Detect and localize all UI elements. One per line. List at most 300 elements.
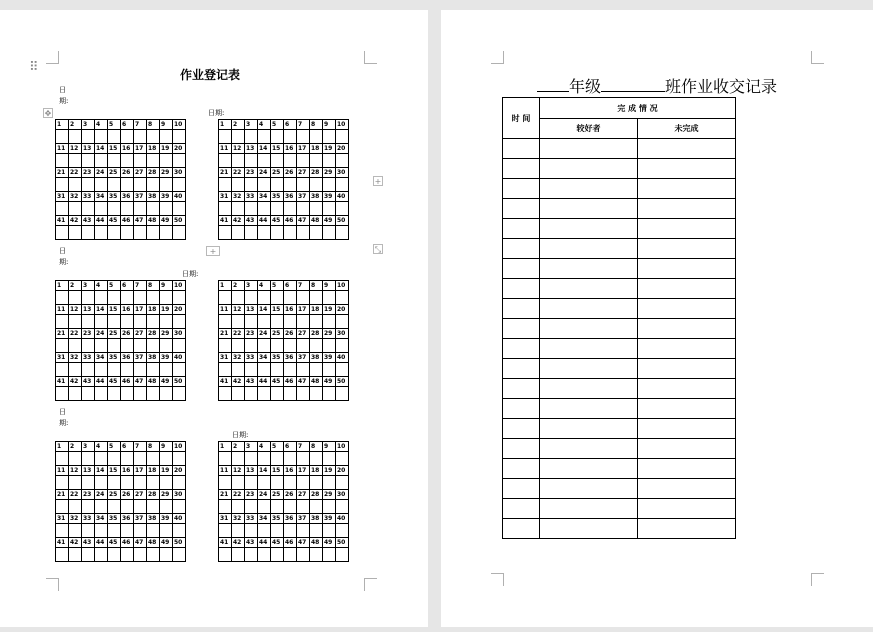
grid-blank-cell[interactable] <box>219 363 232 377</box>
grid-blank-cell[interactable] <box>232 452 245 466</box>
grid-number-cell[interactable]: 16 <box>284 305 297 315</box>
grid-number-cell[interactable]: 6 <box>121 120 134 130</box>
grid-blank-cell[interactable] <box>82 202 95 216</box>
grid-blank-cell[interactable] <box>219 178 232 192</box>
grid-number-cell[interactable]: 8 <box>147 120 160 130</box>
grid-number-cell[interactable]: 16 <box>121 305 134 315</box>
class-blank[interactable] <box>601 75 665 92</box>
grid-blank-cell[interactable] <box>336 291 349 305</box>
grid-number-cell[interactable]: 17 <box>134 144 147 154</box>
grid-number-cell[interactable]: 23 <box>82 329 95 339</box>
record-cell[interactable] <box>503 219 540 239</box>
grid-number-cell[interactable]: 7 <box>297 442 310 452</box>
grid-blank-cell[interactable] <box>336 202 349 216</box>
grid-number-cell[interactable]: 41 <box>56 377 69 387</box>
grid-blank-cell[interactable] <box>310 130 323 144</box>
grid-blank-cell[interactable] <box>271 452 284 466</box>
grid-number-cell[interactable]: 41 <box>219 377 232 387</box>
grid-blank-cell[interactable] <box>271 500 284 514</box>
grid-blank-cell[interactable] <box>219 154 232 168</box>
grid-number-cell[interactable]: 17 <box>297 466 310 476</box>
grid-blank-cell[interactable] <box>134 548 147 562</box>
grid-number-cell[interactable]: 37 <box>134 353 147 363</box>
grid-number-cell[interactable]: 22 <box>69 168 82 178</box>
grid-blank-cell[interactable] <box>271 202 284 216</box>
grid-number-cell[interactable]: 11 <box>56 466 69 476</box>
grid-blank-cell[interactable] <box>56 524 69 538</box>
grid-blank-cell[interactable] <box>147 524 160 538</box>
record-cell[interactable] <box>638 359 736 379</box>
grid-number-cell[interactable]: 23 <box>82 490 95 500</box>
grid-number-cell[interactable]: 6 <box>284 281 297 291</box>
grid-blank-cell[interactable] <box>95 178 108 192</box>
grid-number-cell[interactable]: 3 <box>82 281 95 291</box>
record-cell[interactable] <box>638 399 736 419</box>
grid-blank-cell[interactable] <box>173 154 186 168</box>
grid-number-cell[interactable]: 21 <box>56 168 69 178</box>
grid-blank-cell[interactable] <box>245 548 258 562</box>
grid-blank-cell[interactable] <box>297 363 310 377</box>
grid-number-cell[interactable]: 8 <box>147 442 160 452</box>
grid-blank-cell[interactable] <box>271 130 284 144</box>
grid-number-cell[interactable]: 30 <box>173 490 186 500</box>
grid-blank-cell[interactable] <box>82 524 95 538</box>
record-cell[interactable] <box>540 279 638 299</box>
grid-number-cell[interactable]: 29 <box>323 329 336 339</box>
grid-number-cell[interactable]: 18 <box>147 144 160 154</box>
grid-blank-cell[interactable] <box>173 387 186 401</box>
grid-number-cell[interactable]: 2 <box>232 281 245 291</box>
grid-blank-cell[interactable] <box>173 178 186 192</box>
grid-blank-cell[interactable] <box>160 339 173 353</box>
grid-number-cell[interactable]: 46 <box>121 377 134 387</box>
grid-number-cell[interactable]: 2 <box>69 120 82 130</box>
grid-number-cell[interactable]: 20 <box>336 305 349 315</box>
grid-number-cell[interactable]: 29 <box>323 168 336 178</box>
record-cell[interactable] <box>503 199 540 219</box>
grid-number-cell[interactable]: 34 <box>258 514 271 524</box>
grid-number-cell[interactable]: 49 <box>160 538 173 548</box>
grid-number-cell[interactable]: 11 <box>219 466 232 476</box>
grid-number-cell[interactable]: 5 <box>108 442 121 452</box>
grid-blank-cell[interactable] <box>108 178 121 192</box>
grid-blank-cell[interactable] <box>258 524 271 538</box>
grid-blank-cell[interactable] <box>160 452 173 466</box>
grid-number-cell[interactable]: 30 <box>173 329 186 339</box>
grid-blank-cell[interactable] <box>95 202 108 216</box>
grid-number-cell[interactable]: 26 <box>121 168 134 178</box>
grid-number-cell[interactable]: 44 <box>258 377 271 387</box>
grid-blank-cell[interactable] <box>323 363 336 377</box>
grid-blank-cell[interactable] <box>121 452 134 466</box>
grid-blank-cell[interactable] <box>258 476 271 490</box>
grid-blank-cell[interactable] <box>95 291 108 305</box>
grid-number-cell[interactable]: 15 <box>271 144 284 154</box>
grid-number-cell[interactable]: 12 <box>232 144 245 154</box>
grid-number-cell[interactable]: 4 <box>258 442 271 452</box>
record-cell[interactable] <box>638 259 736 279</box>
grid-number-cell[interactable]: 28 <box>147 168 160 178</box>
grid-number-cell[interactable]: 19 <box>160 305 173 315</box>
grid-number-cell[interactable]: 37 <box>297 192 310 202</box>
grid-number-cell[interactable]: 5 <box>271 120 284 130</box>
grid-blank-cell[interactable] <box>219 315 232 329</box>
grid-blank-cell[interactable] <box>160 548 173 562</box>
grid-blank-cell[interactable] <box>95 387 108 401</box>
grid-number-cell[interactable]: 4 <box>258 281 271 291</box>
grid-number-cell[interactable]: 37 <box>297 514 310 524</box>
grid-blank-cell[interactable] <box>219 476 232 490</box>
grid-blank-cell[interactable] <box>69 476 82 490</box>
record-cell[interactable] <box>540 239 638 259</box>
grid-blank-cell[interactable] <box>245 291 258 305</box>
grid-number-cell[interactable]: 36 <box>284 353 297 363</box>
grid-number-cell[interactable]: 50 <box>173 216 186 226</box>
grid-number-cell[interactable]: 41 <box>219 538 232 548</box>
grid-blank-cell[interactable] <box>173 202 186 216</box>
grid-blank-cell[interactable] <box>108 476 121 490</box>
grid-blank-cell[interactable] <box>310 476 323 490</box>
grid-blank-cell[interactable] <box>232 130 245 144</box>
grid-number-cell[interactable]: 20 <box>173 305 186 315</box>
grid-blank-cell[interactable] <box>95 226 108 240</box>
grid-blank-cell[interactable] <box>219 291 232 305</box>
grid-blank-cell[interactable] <box>310 524 323 538</box>
grid-number-cell[interactable]: 12 <box>232 466 245 476</box>
grid-blank-cell[interactable] <box>310 202 323 216</box>
record-cell[interactable] <box>638 179 736 199</box>
grid-number-cell[interactable]: 50 <box>336 216 349 226</box>
grid-blank-cell[interactable] <box>173 315 186 329</box>
grid-number-cell[interactable]: 11 <box>56 305 69 315</box>
grid-blank-cell[interactable] <box>336 178 349 192</box>
grid-number-cell[interactable]: 33 <box>245 514 258 524</box>
grid-number-cell[interactable]: 21 <box>56 490 69 500</box>
grid-number-cell[interactable]: 43 <box>245 377 258 387</box>
grid-number-cell[interactable]: 5 <box>271 281 284 291</box>
grid-blank-cell[interactable] <box>245 500 258 514</box>
grid-number-cell[interactable]: 40 <box>173 353 186 363</box>
grid-blank-cell[interactable] <box>297 548 310 562</box>
grid-number-cell[interactable]: 19 <box>160 144 173 154</box>
grid-number-cell[interactable]: 46 <box>121 538 134 548</box>
grid-number-cell[interactable]: 35 <box>271 192 284 202</box>
record-cell[interactable] <box>540 519 638 539</box>
grid-number-cell[interactable]: 15 <box>271 466 284 476</box>
grid-blank-cell[interactable] <box>147 154 160 168</box>
grid-blank-cell[interactable] <box>147 548 160 562</box>
grid-blank-cell[interactable] <box>95 363 108 377</box>
grid-blank-cell[interactable] <box>271 363 284 377</box>
grid-number-cell[interactable]: 22 <box>232 168 245 178</box>
grid-blank-cell[interactable] <box>323 178 336 192</box>
grid-number-cell[interactable]: 3 <box>245 442 258 452</box>
grid-blank-cell[interactable] <box>258 315 271 329</box>
grid-number-cell[interactable]: 13 <box>245 305 258 315</box>
grid-blank-cell[interactable] <box>69 202 82 216</box>
grid-number-cell[interactable]: 17 <box>297 144 310 154</box>
grid-blank-cell[interactable] <box>121 291 134 305</box>
grid-number-cell[interactable]: 25 <box>108 490 121 500</box>
grid-blank-cell[interactable] <box>323 500 336 514</box>
grid-number-cell[interactable]: 8 <box>310 120 323 130</box>
grid-blank-cell[interactable] <box>271 315 284 329</box>
grid-number-cell[interactable]: 3 <box>82 442 95 452</box>
grid-number-cell[interactable]: 27 <box>134 490 147 500</box>
grid-number-cell[interactable]: 3 <box>245 120 258 130</box>
grid-number-cell[interactable]: 32 <box>69 514 82 524</box>
grid-number-cell[interactable]: 19 <box>323 466 336 476</box>
grid-number-cell[interactable]: 40 <box>173 192 186 202</box>
grid-blank-cell[interactable] <box>336 524 349 538</box>
record-cell[interactable] <box>540 179 638 199</box>
grid-blank-cell[interactable] <box>310 154 323 168</box>
grid-number-cell[interactable]: 28 <box>310 329 323 339</box>
record-cell[interactable] <box>503 339 540 359</box>
record-cell[interactable] <box>503 499 540 519</box>
grid-blank-cell[interactable] <box>121 524 134 538</box>
grid-number-cell[interactable]: 3 <box>245 281 258 291</box>
grid-blank-cell[interactable] <box>134 524 147 538</box>
grid-blank-cell[interactable] <box>232 226 245 240</box>
grid-number-cell[interactable]: 25 <box>271 329 284 339</box>
record-cell[interactable] <box>540 399 638 419</box>
grid-number-cell[interactable]: 24 <box>95 490 108 500</box>
grid-number-cell[interactable]: 46 <box>284 538 297 548</box>
grid-blank-cell[interactable] <box>82 500 95 514</box>
grid-blank-cell[interactable] <box>245 178 258 192</box>
grid-blank-cell[interactable] <box>134 130 147 144</box>
grid-blank-cell[interactable] <box>95 315 108 329</box>
grid-number-cell[interactable]: 26 <box>284 490 297 500</box>
grid-number-cell[interactable]: 10 <box>336 442 349 452</box>
record-cell[interactable] <box>638 139 736 159</box>
grid-number-cell[interactable]: 7 <box>297 120 310 130</box>
grid-blank-cell[interactable] <box>297 315 310 329</box>
grid-number-cell[interactable]: 28 <box>147 329 160 339</box>
grid-blank-cell[interactable] <box>232 387 245 401</box>
grid-blank-cell[interactable] <box>108 339 121 353</box>
grid-number-cell[interactable]: 38 <box>147 192 160 202</box>
grid-number-cell[interactable]: 24 <box>258 490 271 500</box>
record-cell[interactable] <box>638 499 736 519</box>
grid-blank-cell[interactable] <box>160 291 173 305</box>
grid-number-cell[interactable]: 36 <box>284 514 297 524</box>
record-cell[interactable] <box>638 379 736 399</box>
grid-number-cell[interactable]: 28 <box>147 490 160 500</box>
grid-blank-cell[interactable] <box>147 339 160 353</box>
record-cell[interactable] <box>540 359 638 379</box>
grid-number-cell[interactable]: 47 <box>297 216 310 226</box>
grid-number-cell[interactable]: 16 <box>284 144 297 154</box>
grid-blank-cell[interactable] <box>284 524 297 538</box>
grid-blank-cell[interactable] <box>147 476 160 490</box>
grid-blank-cell[interactable] <box>323 339 336 353</box>
grid-blank-cell[interactable] <box>56 500 69 514</box>
grid-number-cell[interactable]: 44 <box>95 538 108 548</box>
grid-blank-cell[interactable] <box>232 548 245 562</box>
record-cell[interactable] <box>503 459 540 479</box>
grid-blank-cell[interactable] <box>134 315 147 329</box>
record-cell[interactable] <box>503 419 540 439</box>
grid-number-cell[interactable]: 17 <box>134 305 147 315</box>
grid-number-cell[interactable]: 22 <box>232 490 245 500</box>
grid-blank-cell[interactable] <box>284 202 297 216</box>
grid-number-cell[interactable]: 26 <box>284 329 297 339</box>
grid-number-cell[interactable]: 33 <box>82 514 95 524</box>
grid-number-cell[interactable]: 47 <box>134 216 147 226</box>
grid-blank-cell[interactable] <box>147 178 160 192</box>
grid-number-cell[interactable]: 36 <box>121 192 134 202</box>
grid-blank-cell[interactable] <box>56 548 69 562</box>
grid-number-cell[interactable]: 38 <box>310 192 323 202</box>
grid-number-cell[interactable]: 21 <box>219 168 232 178</box>
grid-blank-cell[interactable] <box>108 226 121 240</box>
grid-number-cell[interactable]: 2 <box>69 442 82 452</box>
record-cell[interactable] <box>638 299 736 319</box>
drag-dots-icon[interactable]: ⠿ <box>29 60 40 75</box>
grid-blank-cell[interactable] <box>336 226 349 240</box>
grid-blank-cell[interactable] <box>258 226 271 240</box>
grid-number-cell[interactable]: 15 <box>271 305 284 315</box>
grid-number-cell[interactable]: 32 <box>69 192 82 202</box>
grid-number-cell[interactable]: 25 <box>271 490 284 500</box>
grid-blank-cell[interactable] <box>232 363 245 377</box>
grid-blank-cell[interactable] <box>258 154 271 168</box>
grid-number-cell[interactable]: 14 <box>258 305 271 315</box>
grid-blank-cell[interactable] <box>160 315 173 329</box>
grid-blank-cell[interactable] <box>173 452 186 466</box>
record-cell[interactable] <box>638 159 736 179</box>
grid-blank-cell[interactable] <box>56 202 69 216</box>
grid-blank-cell[interactable] <box>121 178 134 192</box>
grid-number-cell[interactable]: 26 <box>121 329 134 339</box>
grid-number-cell[interactable]: 1 <box>219 281 232 291</box>
grid-number-cell[interactable]: 37 <box>134 192 147 202</box>
record-cell[interactable] <box>540 219 638 239</box>
grade-blank[interactable] <box>537 75 569 92</box>
grid-blank-cell[interactable] <box>336 452 349 466</box>
grid-blank-cell[interactable] <box>297 524 310 538</box>
grid-blank-cell[interactable] <box>121 202 134 216</box>
grid-number-cell[interactable]: 33 <box>82 192 95 202</box>
grid-number-cell[interactable]: 33 <box>245 192 258 202</box>
grid-number-cell[interactable]: 12 <box>69 305 82 315</box>
grid-blank-cell[interactable] <box>108 548 121 562</box>
plus-icon[interactable]: + <box>206 246 220 256</box>
grid-number-cell[interactable]: 34 <box>95 353 108 363</box>
grid-blank-cell[interactable] <box>245 339 258 353</box>
grid-blank-cell[interactable] <box>95 339 108 353</box>
grid-blank-cell[interactable] <box>108 130 121 144</box>
record-cell[interactable] <box>503 159 540 179</box>
record-cell[interactable] <box>540 159 638 179</box>
grid-blank-cell[interactable] <box>297 500 310 514</box>
grid-blank-cell[interactable] <box>232 291 245 305</box>
grid-number-cell[interactable]: 45 <box>271 216 284 226</box>
record-cell[interactable] <box>503 179 540 199</box>
grid-blank-cell[interactable] <box>245 476 258 490</box>
grid-blank-cell[interactable] <box>323 524 336 538</box>
grid-number-cell[interactable]: 48 <box>310 377 323 387</box>
grid-number-cell[interactable]: 1 <box>219 442 232 452</box>
grid-number-cell[interactable]: 9 <box>323 442 336 452</box>
grid-number-cell[interactable]: 31 <box>219 353 232 363</box>
grid-blank-cell[interactable] <box>82 315 95 329</box>
grid-number-cell[interactable]: 7 <box>134 442 147 452</box>
grid-number-cell[interactable]: 28 <box>310 168 323 178</box>
grid-blank-cell[interactable] <box>95 500 108 514</box>
record-cell[interactable] <box>540 379 638 399</box>
record-cell[interactable] <box>503 239 540 259</box>
grid-blank-cell[interactable] <box>297 476 310 490</box>
grid-blank-cell[interactable] <box>173 476 186 490</box>
grid-blank-cell[interactable] <box>245 202 258 216</box>
record-cell[interactable] <box>638 459 736 479</box>
record-cell[interactable] <box>540 139 638 159</box>
record-cell[interactable] <box>503 479 540 499</box>
grid-number-cell[interactable]: 27 <box>297 490 310 500</box>
grid-number-cell[interactable]: 23 <box>245 168 258 178</box>
grid-number-cell[interactable]: 24 <box>258 329 271 339</box>
grid-blank-cell[interactable] <box>69 363 82 377</box>
grid-blank-cell[interactable] <box>323 548 336 562</box>
grid-number-cell[interactable]: 31 <box>56 192 69 202</box>
grid-number-cell[interactable]: 38 <box>310 353 323 363</box>
grid-blank-cell[interactable] <box>134 452 147 466</box>
grid-number-cell[interactable]: 22 <box>232 329 245 339</box>
grid-number-cell[interactable]: 14 <box>258 144 271 154</box>
grid-blank-cell[interactable] <box>82 154 95 168</box>
grid-number-cell[interactable]: 31 <box>219 514 232 524</box>
grid-blank-cell[interactable] <box>134 178 147 192</box>
grid-blank-cell[interactable] <box>219 226 232 240</box>
grid-blank-cell[interactable] <box>56 452 69 466</box>
grid-blank-cell[interactable] <box>219 202 232 216</box>
grid-number-cell[interactable]: 24 <box>95 168 108 178</box>
grid-number-cell[interactable]: 12 <box>69 144 82 154</box>
grid-number-cell[interactable]: 41 <box>56 216 69 226</box>
grid-blank-cell[interactable] <box>271 226 284 240</box>
grid-number-cell[interactable]: 49 <box>160 216 173 226</box>
grid-blank-cell[interactable] <box>82 363 95 377</box>
grid-number-cell[interactable]: 34 <box>258 192 271 202</box>
grid-number-cell[interactable]: 13 <box>245 144 258 154</box>
grid-number-cell[interactable]: 12 <box>69 466 82 476</box>
grid-number-cell[interactable]: 42 <box>232 216 245 226</box>
grid-number-cell[interactable]: 29 <box>160 168 173 178</box>
grid-number-cell[interactable]: 43 <box>245 216 258 226</box>
record-cell[interactable] <box>503 319 540 339</box>
grid-blank-cell[interactable] <box>219 130 232 144</box>
grid-blank-cell[interactable] <box>56 291 69 305</box>
grid-number-cell[interactable]: 31 <box>219 192 232 202</box>
record-cell[interactable] <box>638 239 736 259</box>
record-cell[interactable] <box>503 379 540 399</box>
grid-blank-cell[interactable] <box>108 291 121 305</box>
record-cell[interactable] <box>540 199 638 219</box>
grid-blank-cell[interactable] <box>95 130 108 144</box>
grid-blank-cell[interactable] <box>160 226 173 240</box>
grid-blank-cell[interactable] <box>69 500 82 514</box>
record-cell[interactable] <box>540 259 638 279</box>
grid-blank-cell[interactable] <box>69 339 82 353</box>
resize-icon[interactable]: ⤡ <box>374 245 382 254</box>
grid-number-cell[interactable]: 20 <box>336 466 349 476</box>
grid-blank-cell[interactable] <box>310 363 323 377</box>
grid-number-cell[interactable]: 15 <box>108 144 121 154</box>
grid-blank-cell[interactable] <box>134 500 147 514</box>
